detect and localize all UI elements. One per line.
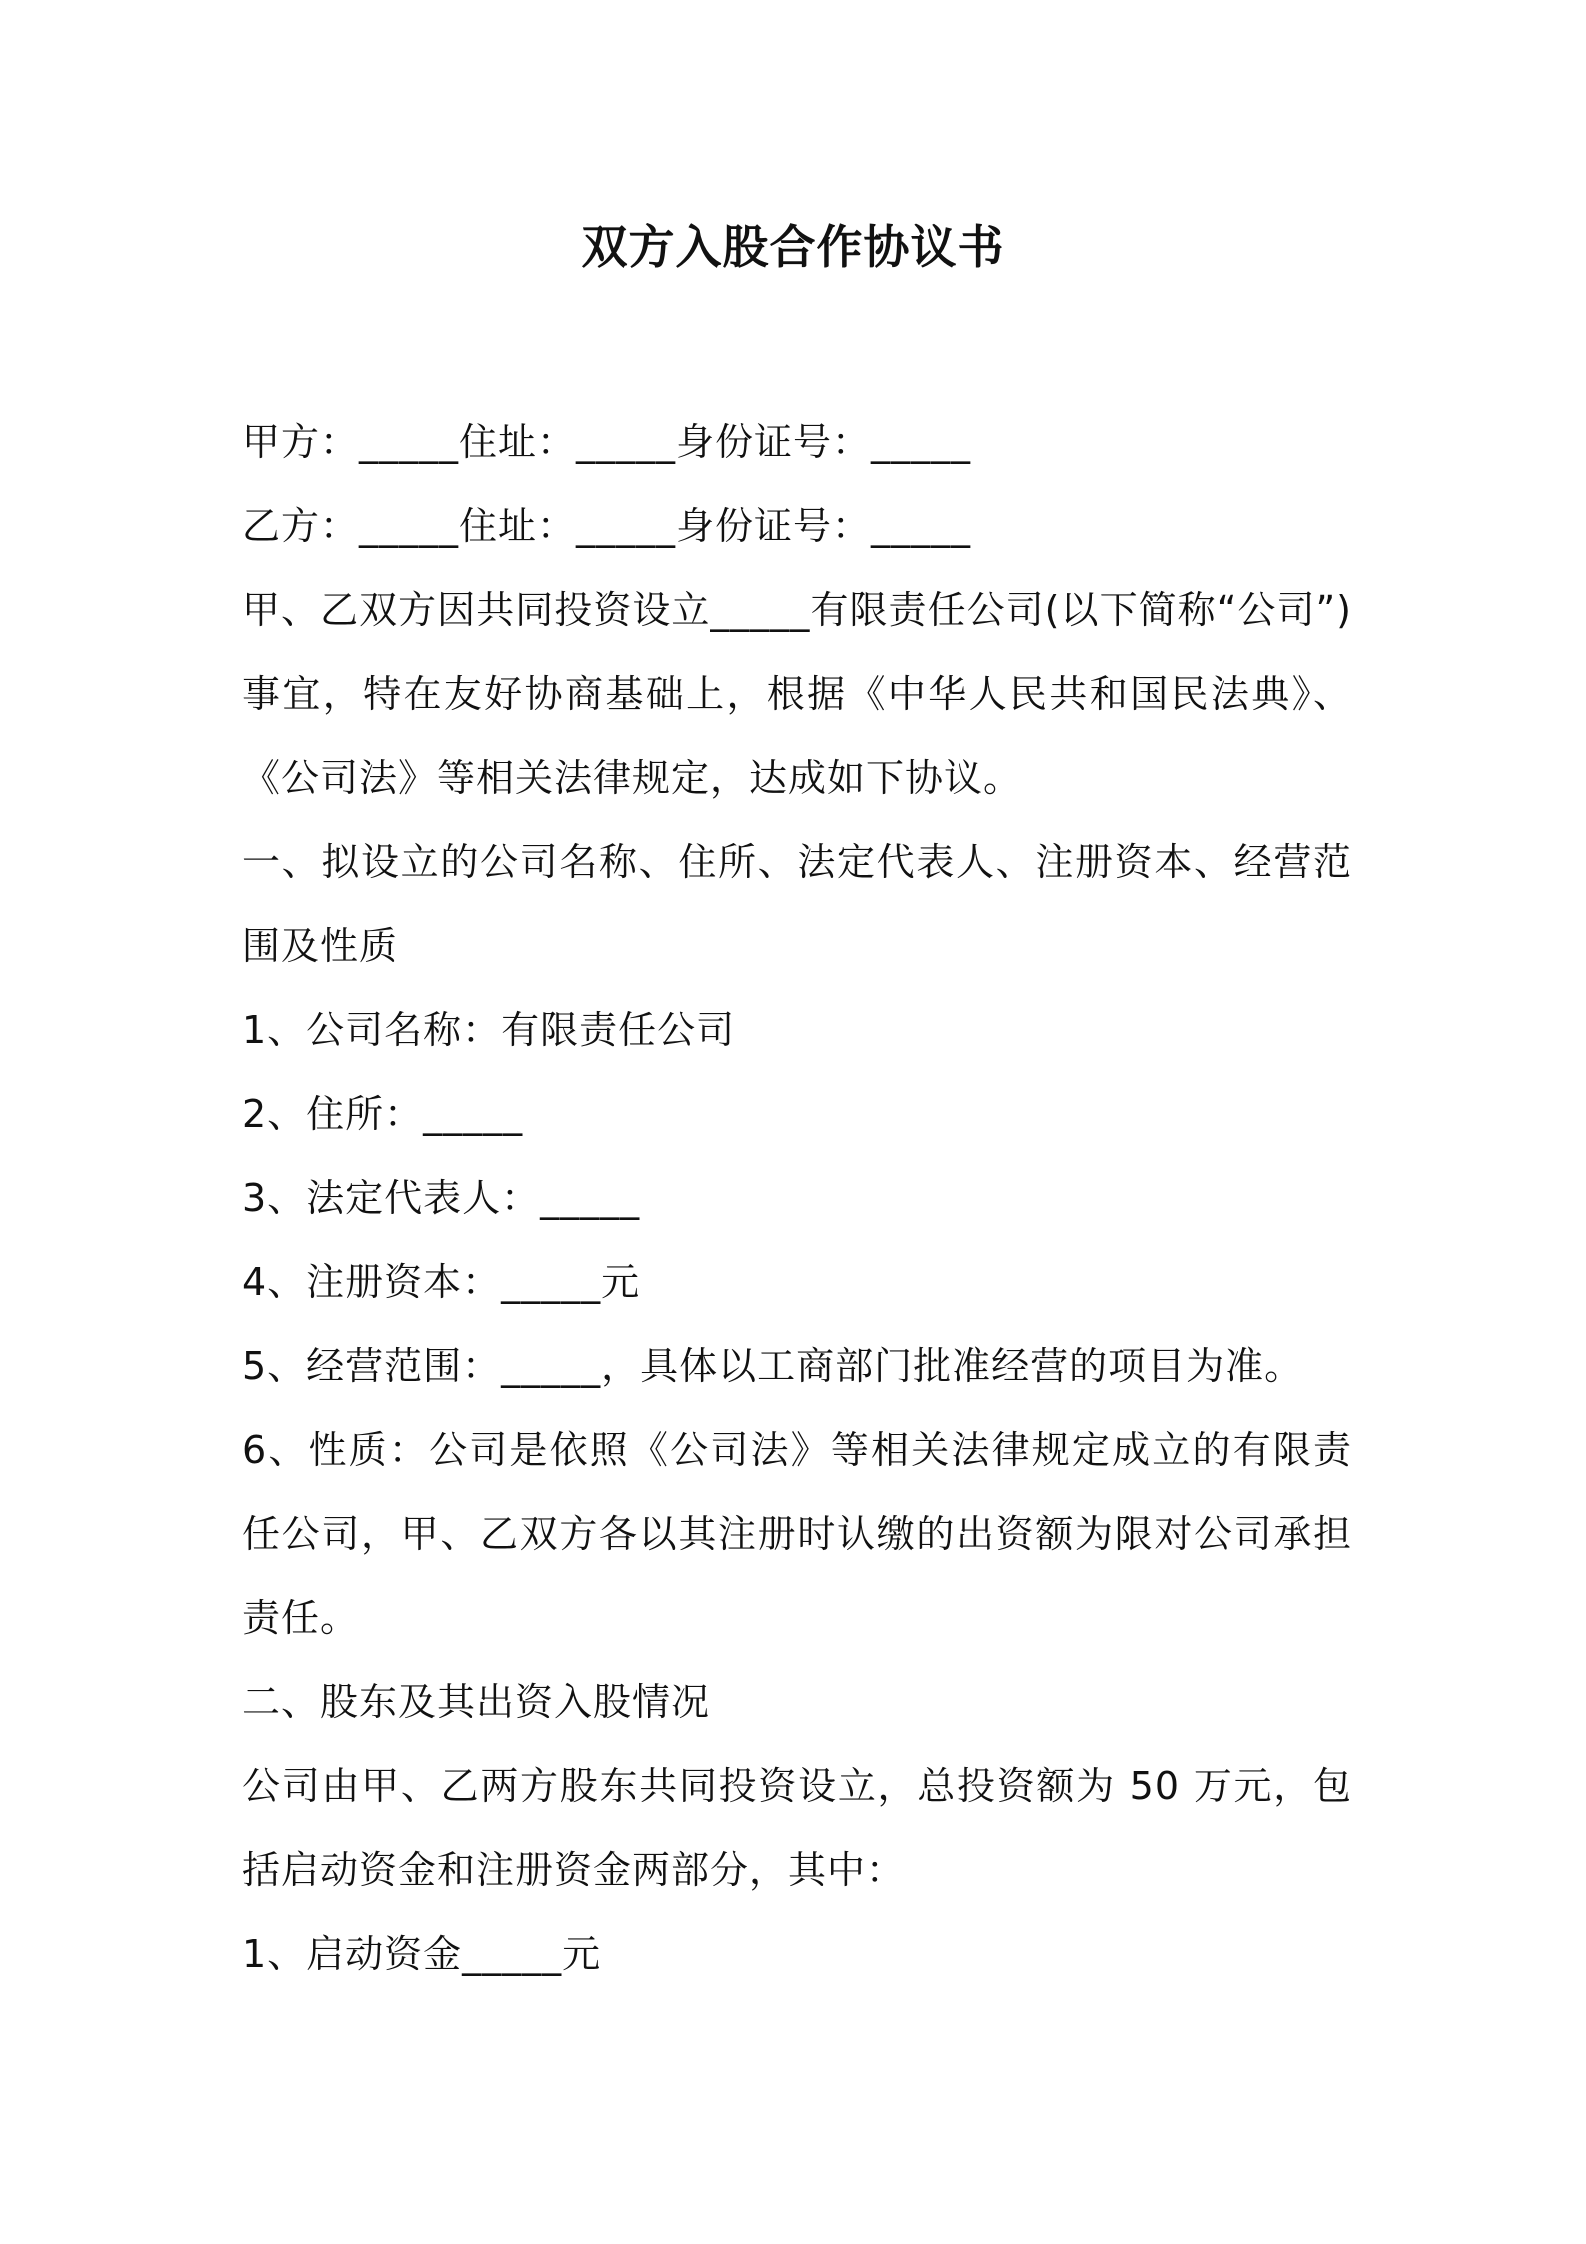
investment-paragraph: 公司由甲、乙两方股东共同投资设立，总投资额为 50 万元，包括启动资金和注册资金两部分，其中： <box>242 1764 1352 1892</box>
clause-business-scope: 5、经营范围：_____，具体以工商部门批准经营的项目为准。 <box>242 1344 1304 1388</box>
clause-address: 2、住所：_____ <box>242 1092 524 1136</box>
clause-registered-capital: 4、注册资本：_____元 <box>242 1260 641 1304</box>
section-2-heading: 二、股东及其出资入股情况 <box>242 1680 711 1724</box>
document-title: 双方入股合作协议书 <box>581 220 1005 274</box>
party-b-line: 乙方：_____住址：_____身份证号：_____ <box>242 504 972 548</box>
section-1-heading: 一、拟设立的公司名称、住所、法定代表人、注册资本、经营范围及性质 <box>242 840 1352 968</box>
clause-startup-capital: 1、启动资金_____元 <box>242 1932 602 1976</box>
clause-legal-representative: 3、法定代表人：_____ <box>242 1176 641 1220</box>
document-body <box>242 400 1352 1996</box>
clause-company-name: 1、公司名称：有限责任公司 <box>242 1008 736 1052</box>
party-a-line: 甲方：_____住址：_____身份证号：_____ <box>242 420 972 464</box>
clause-nature: 6、性质：公司是依照《公司法》等相关法律规定成立的有限责任公司，甲、乙双方各以其注册时认缴的出资额为限对公司承担责任。 <box>242 1428 1352 1640</box>
preamble-paragraph: 甲、乙双方因共同投资设立_____有限责任公司(以下简称“公司”)事宜，特在友好协商基础上，根据《中华人民共和国民法典》、《公司法》等相关法律规定，达成如下协议。 <box>242 588 1352 800</box>
